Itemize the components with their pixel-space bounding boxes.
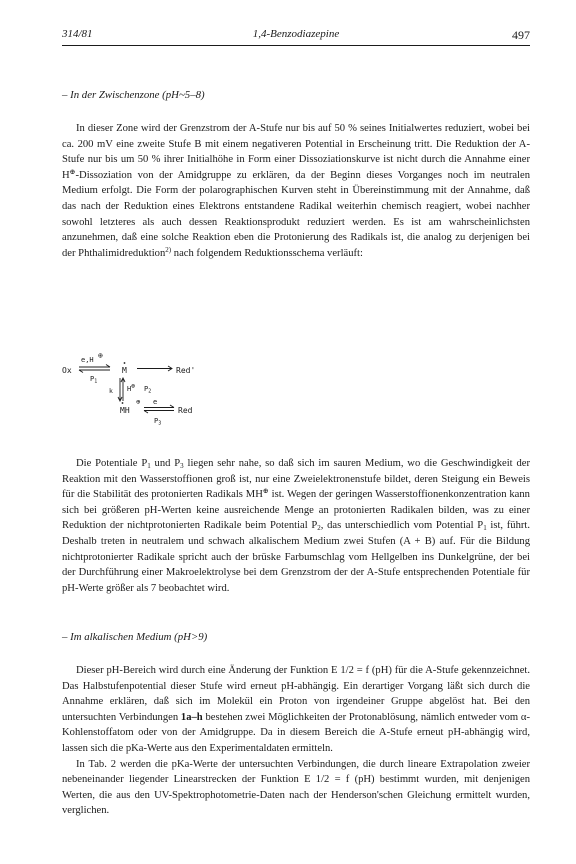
footnote-ref: 2)	[165, 245, 172, 254]
paragraph-alkaline-medium	[62, 663, 530, 819]
scheme-plus-1: ⊕	[98, 351, 103, 360]
running-header	[62, 28, 530, 44]
section-heading-alkaline	[62, 630, 530, 645]
scheme-svg	[62, 348, 262, 434]
subscript: 3	[180, 462, 184, 470]
scheme-vertical-equilibrium	[118, 378, 125, 401]
section-heading-intermediate	[62, 88, 530, 103]
superscript-charge: ⊕	[262, 487, 269, 496]
heading-text: Im alkalischen Medium (pH>9)	[70, 631, 208, 643]
paragraph-potentials	[62, 456, 530, 596]
subscript: 1	[147, 462, 151, 470]
scheme-arrow1-top: e,H	[81, 356, 94, 364]
scheme-arrow3-top: e	[153, 398, 158, 406]
scheme-arrow3-bottom: $P_3$	[154, 417, 162, 427]
paragraph-4: In Tab. 2 werden die pKa-Werte der untersuchten Verbindungen, die durch lineare Extrapolation zweier nebeneinander liegender Linearstrecken der Funktion E 1/2 = f (pH) bestimmt wurden, mit denjenigen Werten, die aus den UV-Spektrophotometrie-Daten nach der Henderson'schen Gleichung ermittelt wurden, verglichen.	[62, 758, 530, 817]
scheme-red-prime: Red'	[176, 366, 196, 375]
paragraph-1	[62, 121, 530, 261]
text-run: -Dissoziation von der Amidgruppe zu erklären, da der Beginn dieses Vorganges noch im neutralen Medium erfolgt. Die Form der polarographischen Kurven steht in Übereinstimmung mit der Annahme, daß das nach der Reduktion eines Elektrons entstandene Radikal weiterhin chemisch reagiert, wobei nachher sowohl letzteres als auch dessen Reaktionsprodukt reduziert werden. Es ist am wahrscheinlichsten anzunehmen, daß eine solche Reaktion eben die Protonierung des Radikals ist, die analog zu derjenigen bei der Phthalimidreduktion	[62, 169, 530, 259]
text-run: , das unterschiedlich vom Potential P	[320, 520, 484, 532]
scheme-mh-dot	[122, 402, 124, 404]
scheme-arrow-2	[137, 366, 172, 371]
text-run: ist, führt. Deshalb treten in neutralem und schwach alkalischem Medium zwei Stufen (A + B) auf. Für die Bildung nichtprotonierter Radikale spricht auch der brüske Farbumschlag vom Hellgelben ins Dunkelgrüne, der bei der Durchführung einer Makroelektrolyse bei dem Grenzstrom der der A-Stufe entsprechenden Potentiale für pH-Werte größer als 7 beobachtet wird.	[62, 520, 531, 594]
scheme-radical-dot	[124, 362, 126, 364]
text-run: Dieser pH-Bereich wird durch eine Änderung der Funktion E 1/2 = f (pH) für die A-Stufe gekennzeichnet. Das Halbstufenpotential dieser Stufe wird erneut pH-abhängig. Ein derartiger Vorgang läßt sich durch die Annahme erklären, daß sich im Molekül ein Proton von irgendeiner Gruppe abgelöst hat. Bei den untersuchten Verbindungen	[62, 665, 530, 723]
paragraph-intermediate-zone	[62, 121, 530, 261]
scheme-mh: MH	[120, 406, 130, 415]
heading-text: In der Zwischenzone (pH~5–8)	[70, 89, 205, 101]
scheme-red: Red	[178, 406, 193, 415]
heading-dash: –	[62, 631, 68, 643]
scheme-arrow1-bottom: $P_1$	[90, 375, 98, 385]
paragraph-2	[62, 456, 530, 596]
text-run: nach folgendem Reduktionsschema verläuft:	[171, 247, 363, 259]
subscript: 2	[317, 524, 321, 533]
text-run: In dieser Zone wird der Grenzstrom der A-Stufe nur bis auf 50 % seines Initialwertes reduziert, wobei bei ca. 200 mV eine zweite Stufe B mit einem negativeren Potential in Erscheinung tritt. Die Reduktion der A-Stufe nur bis um 50 % ihrer Initialhöhe in Form einer Dissoziationskurve ist nicht durch die Annahme einer H	[62, 123, 530, 181]
subscript: 1	[483, 524, 487, 533]
scheme-rate-k: k	[109, 387, 113, 395]
scheme-equilibrium-arrow-1	[79, 365, 110, 373]
scheme-plus-2: ⊕	[136, 398, 141, 406]
compound-ref: 1a–h	[180, 711, 203, 723]
superscript-charge: ⊕	[69, 167, 76, 176]
scheme-vertical-p2: $P_2$	[144, 385, 152, 395]
scheme-ox: Ox	[62, 366, 72, 375]
text-run: bestehen zwei Möglichkeiten der Protonablösung, nämlich entweder vom α-Kohlenstoffatom oder von der Amidgruppe. Da in diesem Bereich die A-Stufe erneut pH-abhängig wird, lassen sich die pKa-Werte aus den Experimentaldaten ermitteln.	[62, 711, 530, 754]
heading-dash: –	[62, 89, 68, 101]
scheme-radical-m: M	[122, 366, 127, 375]
scheme-equilibrium-arrow-3	[144, 405, 174, 413]
scheme-vertical-h: H⊕	[127, 382, 136, 393]
page-number: 497	[512, 28, 530, 42]
text-run: ist. Wegen der geringen Wasserstoffionenkonzentration kann sich bei größeren pH-Werten keine ausreichende Menge an protonierten Radikalen bilden, was zu einer Reduktion der nichtprotonierten Radikale beim Potential P	[62, 489, 530, 532]
text-run: liegen sehr nahe, so daß sich im sauren Medium, wo die Geschwindigkeit der Reaktion mit den Wasserstoffionen groß ist, nur eine Zweielektronenstufe bildet, deren Steigung ein Beweis für die Stabilität des protonierten Radikals MH	[62, 458, 530, 501]
header-title: 1,4-Benzodiazepine	[252, 28, 340, 40]
paragraph-3	[62, 663, 530, 757]
reduction-scheme	[62, 348, 262, 434]
header-rule	[62, 45, 530, 46]
text-run: Die Potentiale P	[76, 458, 148, 469]
text-run: und P	[150, 458, 181, 469]
header-journal-ref: 314/81	[62, 28, 93, 40]
